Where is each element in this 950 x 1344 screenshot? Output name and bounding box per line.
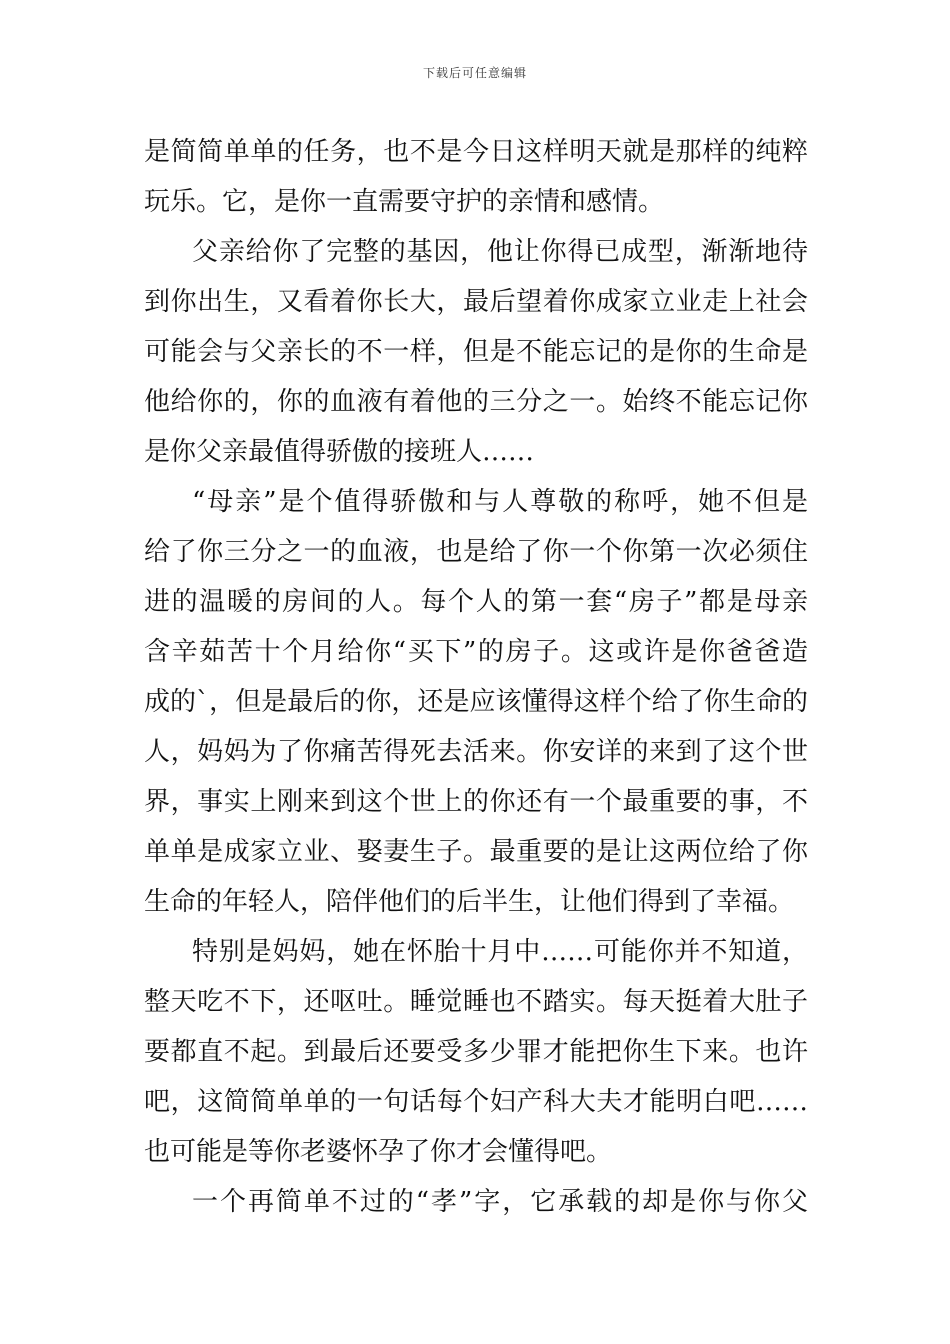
text-line: 一个再简单不过的“孝”字，它承载的却是你与你父 (192, 1187, 808, 1217)
text-line: 进的温暖的房间的人。每个人的第一套“房子”都是母亲 (144, 587, 808, 617)
document-body (144, 127, 808, 1227)
text-line: 人，妈妈为了你痛苦得死去活来。你安详的来到了这个世 (144, 737, 808, 767)
text-line: 父亲给你了完整的基因，他让你得已成型，渐渐地待 (192, 237, 808, 267)
text-line: 要都直不起。到最后还要受多少罪才能把你生下来。也许 (144, 1037, 808, 1067)
text-line: 可能会与父亲长的不一样，但是不能忘记的是你的生命是 (144, 337, 808, 367)
text-line: 到你出生，又看着你长大，最后望着你成家立业走上社会 (144, 287, 808, 317)
text-line: 单单是成家立业、娶妻生子。最重要的是让这两位给了你 (144, 837, 808, 867)
text-line: “母亲”是个值得骄傲和与人尊敬的称呼，她不但是 (192, 487, 808, 517)
text-line: 成的`，但是最后的你，还是应该懂得这样个给了你生命的 (144, 687, 808, 717)
text-line: 生命的年轻人，陪伴他们的后半生，让他们得到了幸福。 (144, 887, 795, 917)
text-line: 含辛茹苦十个月给你“买下”的房子。这或许是你爸爸造 (144, 637, 808, 667)
text-line: 是简简单单的任务，也不是今日这样明天就是那样的纯粹 (144, 137, 808, 167)
text-line: 玩乐。它，是你一直需要守护的亲情和感情。 (144, 187, 665, 217)
text-line: 也可能是等你老婆怀孕了你才会懂得吧。 (144, 1137, 613, 1167)
page-header: 下载后可任意编辑 (422, 66, 527, 80)
text-line: 界，事实上刚来到这个世上的你还有一个最重要的事，不 (144, 787, 808, 817)
text-line: 吧，这简简单单的一句话每个妇产科大夫才能明白吧…… (144, 1087, 808, 1117)
text-line: 给了你三分之一的血液，也是给了你一个你第一次必须住 (144, 537, 808, 567)
text-line: 特别是妈妈，她在怀胎十月中……可能你并不知道， (192, 937, 808, 967)
text-line: 他给你的，你的血液有着他的三分之一。始终不能忘记你 (144, 387, 808, 417)
text-line: 整天吃不下，还呕吐。睡觉睡也不踏实。每天挺着大肚子 (144, 987, 808, 1017)
text-line: 是你父亲最值得骄傲的接班人…… (144, 437, 535, 467)
